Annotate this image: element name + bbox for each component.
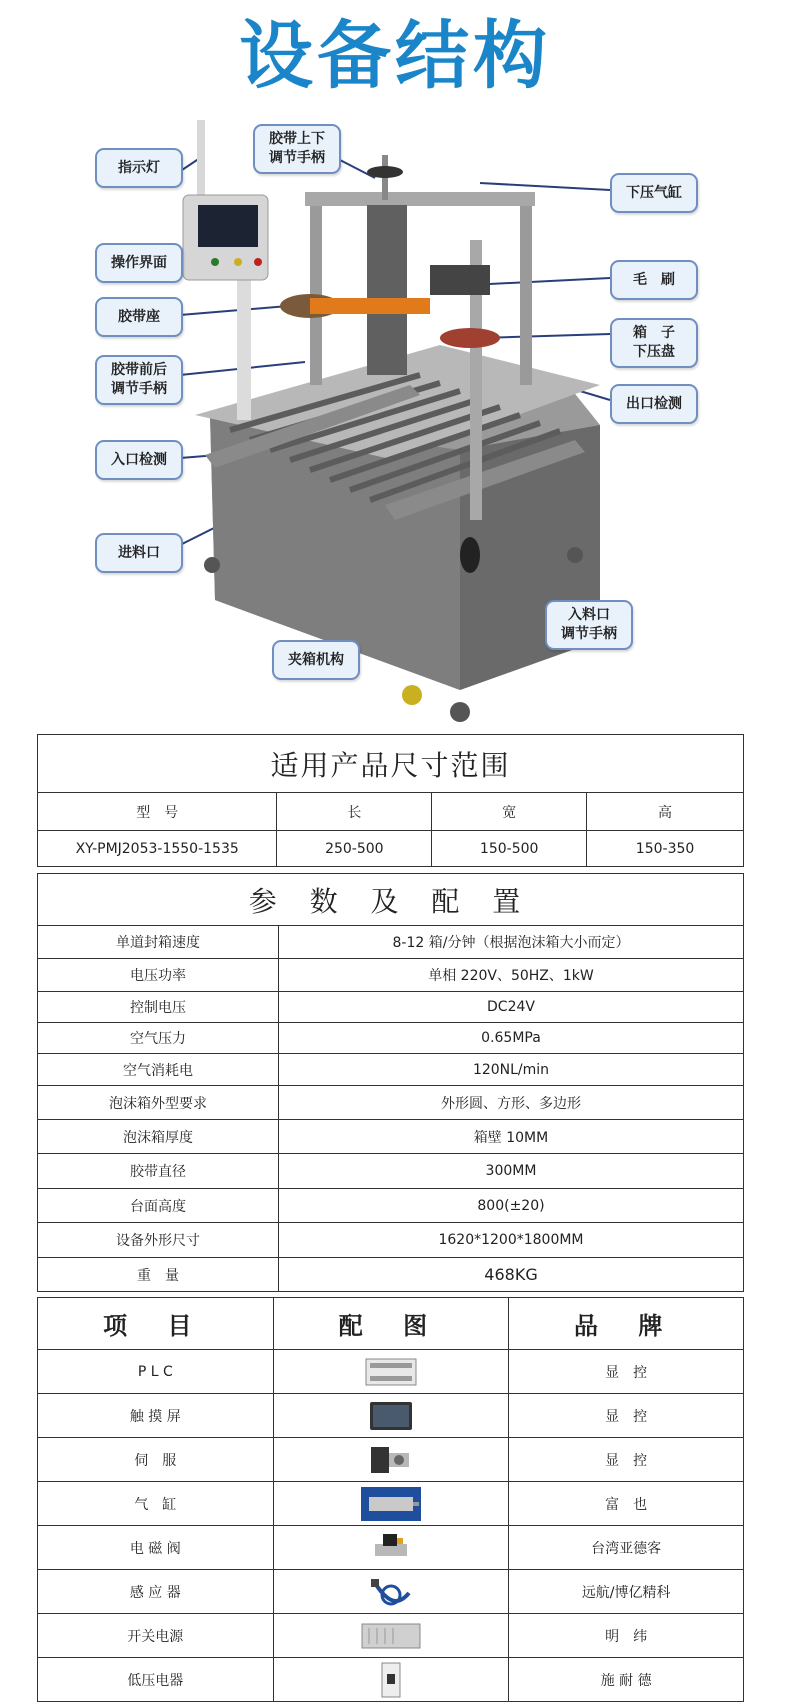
component-item: 伺 服	[38, 1438, 274, 1482]
param-label: 胶带直径	[38, 1154, 279, 1189]
component-item: 气 缸	[38, 1482, 274, 1526]
param-value: 468KG	[279, 1258, 744, 1292]
component-item: 低压电器	[38, 1658, 274, 1702]
page-title: 设备结构	[239, 13, 551, 99]
param-value: 箱壁 10MM	[279, 1120, 744, 1154]
plc-icon	[365, 1356, 417, 1388]
component-brand: 显 控	[509, 1438, 744, 1482]
param-label: 泡沫箱外型要求	[38, 1086, 279, 1120]
param-label: 空气压力	[38, 1023, 279, 1054]
power-supply-icon	[361, 1620, 421, 1652]
callout-exit-detection: 出口检测	[610, 384, 698, 424]
size-length-value: 250-500	[277, 831, 432, 867]
parameters-title: 参 数 及 配 置	[38, 874, 744, 926]
size-width-value: 150-500	[432, 831, 587, 867]
parameters-table	[37, 873, 744, 1292]
sensor-icon	[369, 1575, 413, 1609]
param-label: 泡沫箱厚度	[38, 1120, 279, 1154]
param-value: 800(±20)	[279, 1189, 744, 1223]
component-brand: 显 控	[509, 1350, 744, 1394]
components-table	[37, 1297, 744, 1702]
param-value: 单相 220V、50HZ、1kW	[279, 959, 744, 992]
component-item: 电 磁 阀	[38, 1526, 274, 1570]
servo-icon	[369, 1443, 413, 1477]
param-value: 外形圆、方形、多边形	[279, 1086, 744, 1120]
size-model-value: XY-PMJ2053-1550-1535	[38, 831, 277, 867]
components-header-item: 项 目	[38, 1298, 274, 1350]
component-brand: 明 纬	[509, 1614, 744, 1658]
param-label: 控制电压	[38, 992, 279, 1023]
param-label: 电压功率	[38, 959, 279, 992]
callout-infeed-adjust-handle: 入料口 调节手柄	[545, 600, 633, 650]
callout-infeed: 进料口	[95, 533, 183, 573]
callout-box-press-plate: 箱 子 下压盘	[610, 318, 698, 368]
size-header-model: 型 号	[38, 793, 277, 831]
param-value: 300MM	[279, 1154, 744, 1189]
callout-indicator-light: 指示灯	[95, 148, 183, 188]
solenoid-valve-icon	[371, 1532, 411, 1564]
param-label: 台面高度	[38, 1189, 279, 1223]
param-label: 设备外形尺寸	[38, 1223, 279, 1258]
param-label: 重 量	[38, 1258, 279, 1292]
size-header-height: 高	[587, 793, 744, 831]
component-brand: 施 耐 德	[509, 1658, 744, 1702]
size-header-width: 宽	[432, 793, 587, 831]
param-value: 8-12 箱/分钟（根据泡沫箱大小而定）	[279, 926, 744, 959]
cylinder-icon	[361, 1487, 421, 1521]
callout-tape-seat: 胶带座	[95, 297, 183, 337]
component-item: P L C	[38, 1350, 274, 1394]
component-item: 感 应 器	[38, 1570, 274, 1614]
component-brand: 显 控	[509, 1394, 744, 1438]
component-brand: 台湾亚德客	[509, 1526, 744, 1570]
size-range-table	[37, 734, 744, 867]
component-item: 触 摸 屏	[38, 1394, 274, 1438]
component-brand: 富 也	[509, 1482, 744, 1526]
callout-entry-detection: 入口检测	[95, 440, 183, 480]
param-value: DC24V	[279, 992, 744, 1023]
component-item: 开关电源	[38, 1614, 274, 1658]
components-header-brand: 品 牌	[509, 1298, 744, 1350]
callout-brush: 毛 刷	[610, 260, 698, 300]
size-range-title: 适用产品尺寸范围	[38, 735, 744, 793]
component-brand: 远航/博亿精科	[509, 1570, 744, 1614]
size-header-length: 长	[277, 793, 432, 831]
breaker-icon	[379, 1662, 403, 1698]
components-header-image: 配 图	[273, 1298, 509, 1350]
param-label: 空气消耗电	[38, 1054, 279, 1086]
param-value: 1620*1200*1800MM	[279, 1223, 744, 1258]
callout-tape-height-handle: 胶带上下 调节手柄	[253, 124, 341, 174]
callout-clamp-mechanism: 夹箱机构	[272, 640, 360, 680]
callout-tape-front-back-handle: 胶带前后 调节手柄	[95, 355, 183, 405]
param-value: 120NL/min	[279, 1054, 744, 1086]
size-height-value: 150-350	[587, 831, 744, 867]
callout-operation-panel: 操作界面	[95, 243, 183, 283]
callout-press-cylinder: 下压气缸	[610, 173, 698, 213]
touchscreen-icon	[369, 1400, 413, 1432]
param-label: 单道封箱速度	[38, 926, 279, 959]
param-value: 0.65MPa	[279, 1023, 744, 1054]
